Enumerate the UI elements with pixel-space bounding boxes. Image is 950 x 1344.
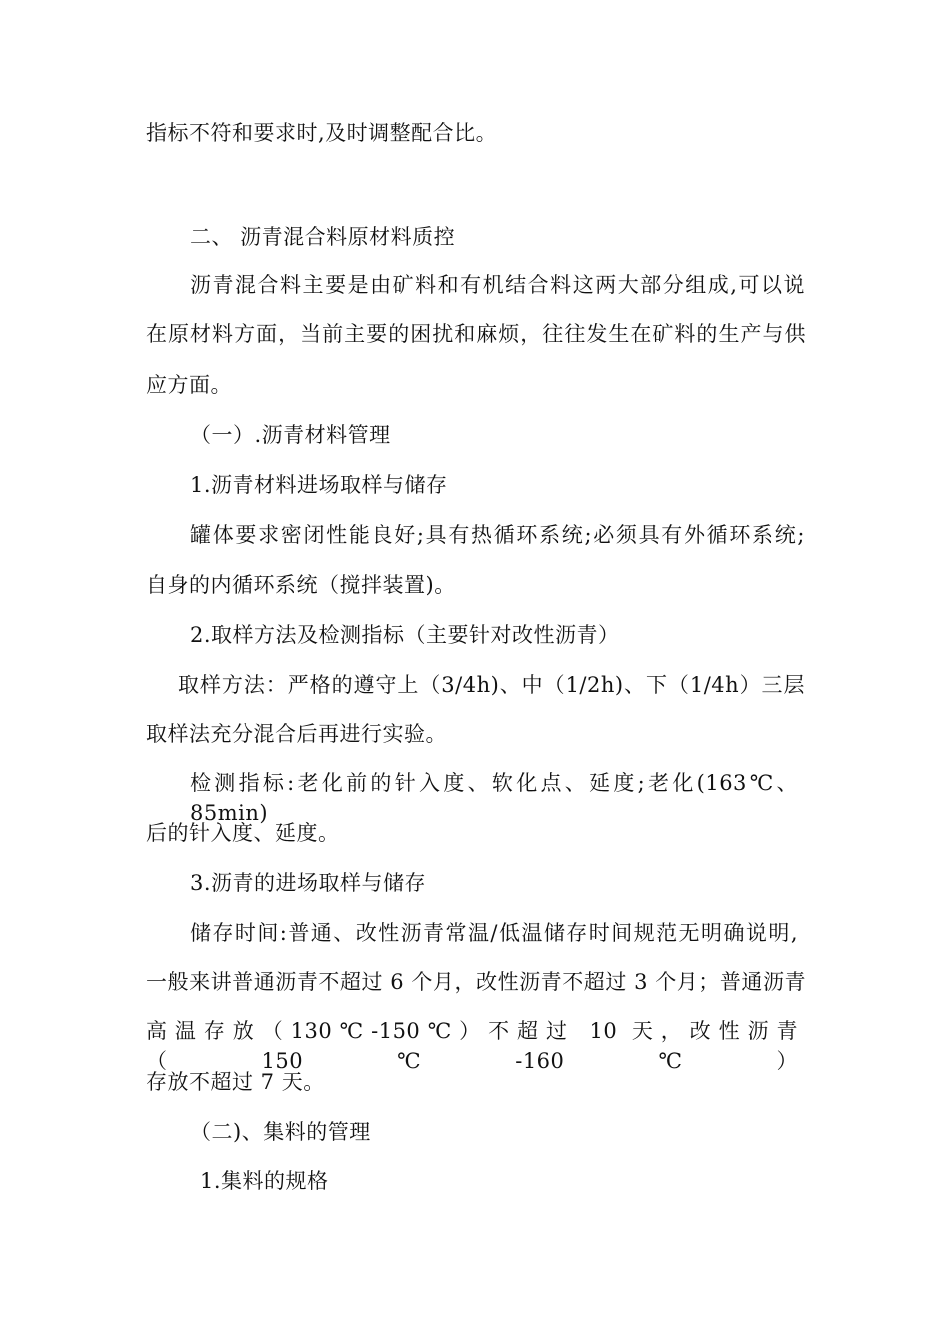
paragraph-line-14: 后的针入度、延度。 (146, 821, 340, 845)
paragraph-line-3: 沥青混合料主要是由矿料和有机结合料这两大部分组成,可以说 (190, 273, 805, 297)
paragraph-line-12: 取样法充分混合后再进行实验。 (146, 722, 447, 746)
item-heading-1: 1.沥青材料进场取样与储存 (190, 473, 448, 497)
paragraph-line-4: 在原材料方面，当前主要的困扰和麻烦，往往发生在矿料的生产与供 (146, 322, 806, 346)
item-heading-3: 3.沥青的进场取样与储存 (190, 871, 427, 895)
paragraph-line-5: 应方面。 (146, 373, 232, 397)
section-heading-2: 二、 沥青混合料原材料质控 (190, 225, 456, 249)
paragraph-line-19: 存放不超过 7 天。 (146, 1070, 325, 1094)
subsection-heading-asphalt: （一）.沥青材料管理 (190, 423, 391, 447)
paragraph-line-16: 储存时间:普通、改性沥青常温/低温储存时间规范无明确说明, (190, 921, 798, 945)
item-heading-aggregate-1: 1.集料的规格 (200, 1169, 329, 1193)
subsection-heading-aggregate: （二)、集料的管理 (190, 1120, 371, 1144)
paragraph-line-18: 高温存放（130℃-150℃）不超过 10 天，改性沥青（150℃-160℃） (146, 1019, 798, 1073)
item-heading-2: 2.取样方法及检测指标（主要针对改性沥青） (190, 623, 620, 647)
paragraph-line-1: 指标不符和要求时,及时调整配合比。 (146, 121, 498, 145)
paragraph-line-13: 检测指标:老化前的针入度、软化点、延度;老化(163℃、85min) (190, 771, 798, 825)
paragraph-line-11: 取样方法：严格的遵守上（3/4h)、中（1/2h)、下（1/4h）三层 (178, 673, 805, 697)
paragraph-line-9: 自身的内循环系统（搅拌装置)。 (146, 573, 456, 597)
paragraph-line-8: 罐体要求密闭性能良好;具有热循环系统;必须具有外循环系统; (190, 523, 805, 547)
paragraph-line-17: 一般来讲普通沥青不超过 6 个月，改性沥青不超过 3 个月；普通沥青 (146, 970, 806, 994)
